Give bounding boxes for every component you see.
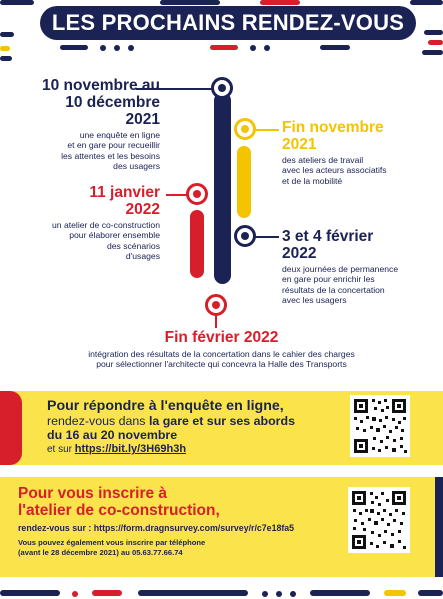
event-4-desc-4: avec les usagers bbox=[282, 294, 347, 305]
event-3 bbox=[10, 184, 160, 261]
event-1 bbox=[10, 77, 160, 171]
event-2-desc-3: et de la mobilité bbox=[282, 175, 343, 186]
connector-5 bbox=[215, 314, 217, 328]
bottom-decoration bbox=[0, 588, 443, 599]
connector-2 bbox=[255, 129, 279, 131]
event-1-desc-3: les attentes et les besoins bbox=[61, 150, 160, 161]
event-5-date: Fin février 2022 bbox=[164, 329, 279, 346]
right-decoration bbox=[420, 30, 443, 70]
event-1-desc-2: et en gare pour recueillir bbox=[67, 140, 160, 151]
event-4-desc-3: résultats de la concertation bbox=[282, 284, 385, 295]
workshop-line-prefix: rendez-vous sur : bbox=[18, 523, 94, 533]
event-1-date-line1: 10 novembre au bbox=[41, 77, 160, 94]
event-1-date-line2: 10 décembre bbox=[65, 94, 160, 111]
connector-4 bbox=[255, 236, 279, 238]
survey-dates: du 16 au 20 novembre bbox=[47, 428, 178, 442]
event-1-date-line3: 2021 bbox=[125, 111, 160, 128]
timeline-bar-navy bbox=[214, 92, 231, 284]
event-5 bbox=[20, 329, 423, 370]
timeline-bar-red bbox=[190, 210, 204, 278]
event-4 bbox=[282, 228, 437, 305]
event-3-desc-2: pour élaborer ensemble bbox=[69, 230, 160, 241]
timeline-node-5 bbox=[205, 294, 227, 316]
survey-title: Pour répondre à l'enquête en ligne, bbox=[47, 398, 284, 414]
event-2-desc-1: des ateliers de travail bbox=[282, 155, 364, 165]
timeline-node-3 bbox=[186, 183, 208, 205]
left-decoration bbox=[0, 30, 20, 330]
event-5-desc-1: intégration des résultats de la concertation dans le cahier des charges bbox=[88, 349, 355, 359]
workshop-panel-navy-accent bbox=[435, 477, 443, 577]
event-2-desc-2: avec les acteurs associatifs bbox=[282, 165, 387, 176]
workshop-phone-line1: Vous pouvez également vous inscrire par téléphone bbox=[18, 538, 206, 547]
event-3-desc-4: d'usages bbox=[125, 250, 160, 261]
event-1-desc-4: des usagers bbox=[113, 160, 160, 171]
survey-link[interactable]: https://bit.ly/3H69h3h bbox=[74, 443, 187, 455]
workshop-title-line2: l'atelier de co-construction, bbox=[18, 502, 220, 519]
survey-panel-red-accent bbox=[0, 391, 22, 465]
event-4-date-line1: 3 et 4 février bbox=[282, 228, 374, 245]
event-4-date-line2: 2022 bbox=[282, 245, 317, 262]
survey-line4-prefix: et sur bbox=[47, 444, 75, 455]
survey-qr-code bbox=[350, 395, 410, 457]
timeline-bar-yellow bbox=[237, 146, 251, 218]
timeline-node-1 bbox=[211, 77, 233, 99]
event-2 bbox=[282, 119, 432, 186]
event-3-desc-3: des scénarios bbox=[106, 240, 160, 251]
event-1-desc-1: une enquête en ligne bbox=[79, 130, 160, 140]
page-title: LES PROCHAINS RENDEZ-VOUS bbox=[40, 6, 416, 40]
event-4-desc-2: en gare pour enrichir les bbox=[282, 274, 375, 285]
event-4-desc-1: deux journées de permanence bbox=[282, 264, 399, 274]
timeline-node-4 bbox=[234, 225, 256, 247]
connector-3 bbox=[166, 194, 188, 196]
event-3-date-line1: 11 janvier bbox=[89, 184, 160, 201]
survey-line2-bold: la gare et sur ses abords bbox=[148, 414, 295, 428]
event-3-desc-1: un atelier de co-construction bbox=[52, 220, 160, 230]
survey-line2-prefix: rendez-vous dans bbox=[47, 414, 149, 428]
survey-panel-text bbox=[47, 398, 347, 456]
workshop-phone-line2-prefix: (avant le 28 décembre 2021) au bbox=[18, 547, 132, 557]
dot-row bbox=[20, 44, 420, 52]
event-5-desc-2: pour sélectionner l'architecte qui concevra la Halle des Transports bbox=[96, 359, 347, 370]
workshop-qr-code bbox=[348, 487, 410, 553]
event-2-date-line1: Fin novembre bbox=[282, 119, 384, 136]
workshop-phone: 05.63.77.66.74 bbox=[131, 547, 183, 557]
workshop-title-line1: Pour vous inscrire à bbox=[18, 485, 168, 502]
workshop-panel-text bbox=[18, 485, 348, 557]
event-3-date-line2: 2022 bbox=[125, 201, 160, 218]
timeline-node-2 bbox=[234, 118, 256, 140]
workshop-url[interactable]: https://form.dragnsurvey.com/survey/r/c7e18fa5 bbox=[93, 523, 295, 533]
event-2-date-line2: 2021 bbox=[282, 136, 317, 153]
